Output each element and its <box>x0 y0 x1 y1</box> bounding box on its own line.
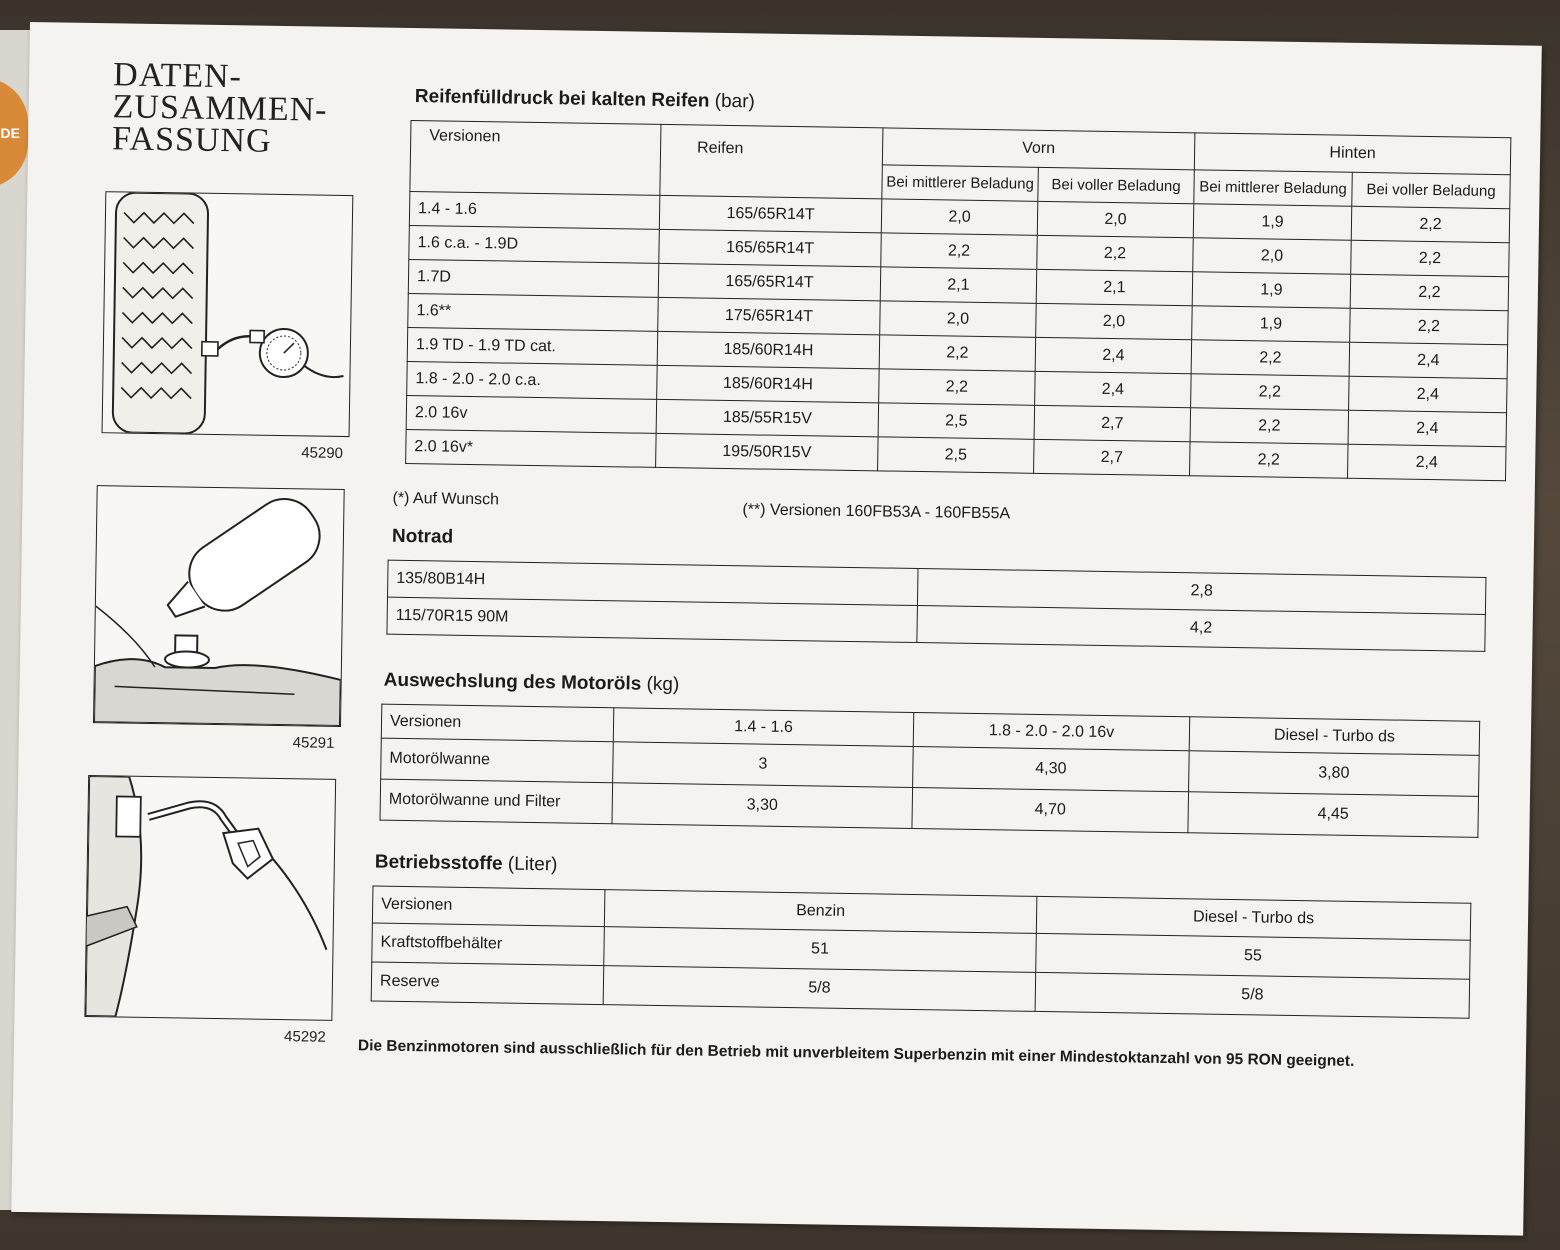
footnote-versions: (**) Versionen 160FB53A - 160FB55A <box>742 501 1011 523</box>
figure-number: 45290 <box>301 444 344 462</box>
oil-refill-figure <box>93 485 345 727</box>
table-row: 1.8 - 2.0 - 2.0 c.a. 185/60R14H 2,2 2,4 2,2 2,4 <box>407 361 1507 412</box>
col-rear: Hinten <box>1194 133 1511 175</box>
table-header: Versionen 1.4 - 1.6 1.8 - 2.0 - 2.0 16v Diesel - Turbo ds <box>381 704 1479 755</box>
figure-number: 45292 <box>283 1028 326 1046</box>
engine-oil-table <box>379 704 1480 838</box>
figure-number: 45291 <box>292 734 335 752</box>
table-row: 2.0 16v* 195/50R15V 2,5 2,7 2,2 2,4 <box>406 429 1506 480</box>
table-row: 135/80B14H 2,8 <box>388 560 1486 614</box>
language-tab: DE <box>0 78 28 188</box>
table-row: 115/70R15 90M 4,2 <box>387 597 1485 651</box>
table-row: Reserve 5/8 5/8 <box>371 962 1469 1018</box>
fluids-table <box>371 885 1472 1018</box>
tire-pressure-heading: Reifenfülldruck bei kalten Reifen (bar) <box>414 86 755 113</box>
spare-wheel-heading: Notrad <box>391 525 454 548</box>
col-front-medium-load: Bei mittlerer Beladung <box>882 165 1039 201</box>
spare-wheel-table <box>386 560 1486 652</box>
fuel-figure <box>84 775 336 1021</box>
table-row: 1.6 c.a. - 1.9D 165/65R14T 2,2 2,2 2,0 2,2 <box>409 225 1509 276</box>
table-row: 1.7D 165/65R14T 2,1 2,1 1,9 2,2 <box>408 259 1508 310</box>
table-row: 2.0 16v 185/55R15V 2,5 2,7 2,2 2,4 <box>406 395 1506 446</box>
table-row: Motorölwanne und Filter 3,30 4,70 4,45 <box>380 779 1479 837</box>
oil-can-icon <box>94 486 344 726</box>
tire-pressure-figure <box>102 191 354 437</box>
col-tires: Reifen <box>660 124 883 198</box>
fuel-note: Die Benzinmotoren sind ausschließlich für den Betrieb mit unverbleitem Superbenzin mit einer Mindestoktanzahl von 95 RON geeignet. <box>357 1037 1355 1070</box>
page-title: DATEN- ZUSAMMEN- FASSUNG <box>111 56 328 160</box>
col-rear-full-load: Bei voller Beladung <box>1352 172 1511 208</box>
table-row: 1.6** 175/65R14T 2,0 2,0 1,9 2,2 <box>408 293 1508 344</box>
col-versions: Versionen <box>410 120 661 195</box>
footnote-optional: (*) Auf Wunsch <box>392 489 500 509</box>
table-row: 1.9 TD - 1.9 TD cat. 185/60R14H 2,2 2,4 2,2 2,4 <box>407 327 1507 378</box>
tire-pressure-gauge-icon <box>103 192 353 436</box>
table-row: Motorölwanne 3 4,30 3,80 <box>381 738 1480 796</box>
table-row: Kraftstoffbehälter 51 55 <box>372 923 1470 979</box>
table-header: Versionen Benzin Diesel - Turbo ds <box>372 886 1470 940</box>
fluids-heading: Betriebsstoffe (Liter) <box>374 851 558 876</box>
tire-pressure-table <box>405 120 1511 481</box>
fuel-nozzle-icon <box>85 776 335 1020</box>
col-rear-medium-load: Bei mittlerer Beladung <box>1194 170 1353 206</box>
manual-page <box>11 22 1542 1236</box>
col-front: Vorn <box>882 128 1195 170</box>
engine-oil-heading: Auswechslung des Motoröls (kg) <box>383 669 680 696</box>
table-row: 1.4 - 1.6 165/65R14T 2,0 2,0 1,9 2,2 <box>409 191 1509 242</box>
col-front-full-load: Bei voller Beladung <box>1038 167 1195 203</box>
